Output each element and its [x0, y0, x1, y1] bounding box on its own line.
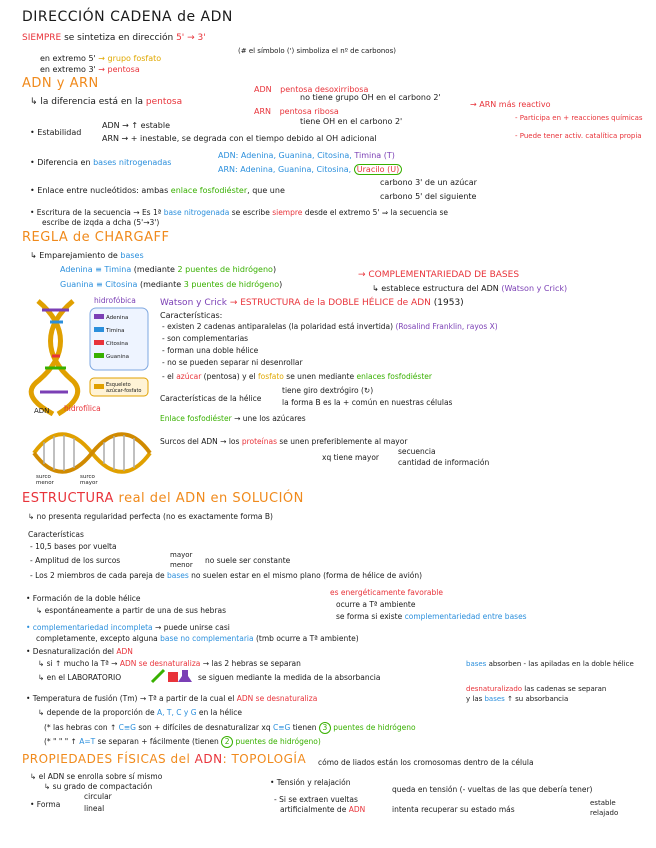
legend-citosina: Citosina — [106, 341, 129, 347]
dif-bases-line — [30, 158, 171, 168]
sintetiza-text: se sintetiza en dirección — [64, 33, 174, 43]
watson-line — [160, 298, 464, 308]
surcos2: se unen preferiblemente al mayor — [279, 437, 408, 446]
ocurre: ocurre a Tª ambiente — [336, 600, 416, 609]
arn-inestable: ARN → + inestable, se degrada con el tiempo debido al OH adicional — [102, 134, 377, 143]
hebras2: (* " " " ↑ — [44, 737, 77, 746]
r2: - Amplitud de los surcos — [30, 556, 121, 565]
uracilo: Uracilo (U) — [354, 164, 402, 175]
establece-line — [372, 284, 567, 294]
adenina-note: (mediante — [133, 265, 175, 274]
lineal: lineal — [84, 804, 105, 813]
lab-tools-icon — [150, 668, 194, 684]
adn-illus-label: ADN — [34, 407, 50, 415]
bases-word-2: bases — [484, 695, 505, 703]
une-azucares: → une los azúcares — [234, 414, 306, 423]
intenta: intenta recuperar su estado más — [392, 805, 515, 814]
menor: menor — [170, 561, 193, 569]
dna-grooves-illustration — [32, 428, 152, 478]
fisicas-a: PROPIEDADES FÍSICAS del — [22, 752, 191, 766]
legend-guanina: Guanina — [106, 354, 129, 360]
enlace-fosfo-line — [160, 414, 306, 424]
queda: queda en tensión (- vueltas de las que debería tener) — [392, 785, 593, 794]
artificial-line — [280, 805, 365, 815]
carbono5: carbono 5' del siguiente — [380, 192, 477, 201]
siempre-label: SIEMPRE — [22, 33, 62, 43]
arn-reactivo: → ARN más reactivo — [470, 100, 551, 109]
arn-bases-line — [218, 165, 402, 175]
actividad: - Puede tener activ. catalítica propia — [515, 132, 642, 140]
desnat-adn: ADN — [116, 647, 133, 656]
desnat: • Desnaturalización del — [26, 647, 114, 656]
hebras-sep: → las 2 hebras se separan — [202, 659, 301, 668]
estructura-rest: real del ADN en SOLUCIÓN — [118, 491, 304, 506]
se-forma-line — [336, 612, 527, 622]
at: A=T — [79, 737, 96, 746]
surco-menor: surco menor — [36, 474, 54, 486]
guanina-citosina: Guanina ≡ Citosina — [60, 280, 138, 289]
hebras1: (* las hebras con ↑ — [44, 723, 117, 732]
adn-desnat: ADN se desnaturaliza — [119, 659, 201, 668]
legend-timina: Timina — [106, 328, 125, 334]
fisicas-adn: ADN — [194, 752, 223, 766]
participa: - Participa en + reacciones químicas — [515, 114, 643, 122]
si-extraen: - Si se extraen vueltas — [274, 795, 358, 804]
estabilidad-label: • Estabilidad — [30, 128, 82, 137]
depende: ↳ depende de la proporción de — [38, 708, 155, 717]
desde: desde el extremo 5' ⇒ la secuencia se — [304, 208, 449, 217]
close-paren-2: ) — [279, 280, 283, 289]
r1: - 10,5 bases por vuelta — [30, 542, 117, 551]
cantidad: cantidad de información — [398, 458, 490, 467]
hebras2-line — [44, 736, 321, 748]
cg2: C≡G — [272, 723, 291, 732]
carac-5a: - el — [162, 372, 174, 381]
surco-mayor: surco mayor — [80, 474, 98, 486]
se-enrolla: ↳ el ADN se enrolla sobre sí mismo — [30, 772, 163, 781]
three-bridges: 3 puentes de hidrógeno — [183, 280, 280, 289]
atcg: A, T, C y G — [157, 708, 197, 717]
hebras1-line — [44, 722, 416, 734]
adn-bases: ADN: Adenina, Guanina, Citosina, — [218, 151, 352, 160]
legend-adenina: Adenina — [106, 315, 129, 321]
estable: estable — [590, 799, 616, 807]
adn-estable: ADN → ↑ estable — [102, 121, 171, 130]
artificial: artificialmente de — [280, 805, 347, 814]
enlace-line — [30, 186, 285, 196]
watson-crick: Watson y Crick — [160, 298, 227, 308]
r3-bases: bases — [166, 571, 189, 580]
desnat-lab-line — [466, 684, 606, 694]
no-constante: no suele ser constante — [205, 556, 291, 565]
complementariedad: → COMPLEMENTARIEDAD DE BASES — [358, 270, 520, 280]
forma: • Forma — [30, 800, 61, 809]
fosfato: fosfato — [257, 372, 284, 381]
escritura-intro: • Escritura de la secuencia → Es 1ª — [30, 208, 162, 217]
diferencia-line — [30, 97, 182, 107]
no-oh: no tiene grupo OH en el carbono 2' — [300, 93, 441, 102]
forma-b: la forma B es la + común en nuestras células — [282, 398, 453, 407]
temp: • Temperatura de fusión (Tm) → Tª a partir de la cual el — [26, 694, 235, 703]
cg: C≡G — [118, 723, 136, 732]
carbon-note: (# el símbolo (') simboliza el nº de carbonos) — [238, 47, 396, 55]
bases-mas-line — [466, 694, 568, 704]
enlace-fosfo2: Enlace fosfodiéster — [160, 414, 232, 423]
emparejamiento: ↳ Emparejamiento de — [30, 251, 118, 260]
fisicas-adn-2: ADN — [348, 805, 366, 814]
arn-pentosa-row — [254, 107, 339, 117]
fisicas-heading — [22, 754, 306, 764]
caracteristicas-label: Características: — [160, 311, 223, 320]
compl2: completamente, excepto alguna — [36, 634, 158, 643]
bases-abs-line — [466, 659, 634, 669]
adenina-line — [60, 265, 276, 275]
hidrofobica-label: hidrofóbica — [94, 296, 136, 305]
base-no: base no complementaria — [160, 634, 254, 643]
estructura-doble-helice: → ESTRUCTURA de la DOBLE HÉLICE de ADN — [229, 298, 431, 308]
desoxirribosa: pentosa desoxirribosa — [280, 85, 369, 94]
extremo5-line — [40, 54, 161, 64]
two-circled: 2 — [221, 736, 233, 748]
extremo5-value: → grupo fosfato — [98, 54, 162, 63]
emparejamiento-line — [30, 251, 144, 261]
energeticamente: es energéticamente favorable — [330, 588, 443, 597]
carac-1b: (Rosalind Franklin, rayos X) — [395, 322, 498, 331]
caract-helice: Características de la hélice — [160, 394, 262, 403]
carac-4: - no se pueden separar ni desenrollar — [162, 358, 303, 367]
r3a: - Los 2 miembros de cada pareja de — [30, 571, 165, 580]
se-forma: se forma si existe — [336, 612, 403, 621]
se-escribe: se escribe — [231, 208, 270, 217]
proteinas: proteínas — [241, 437, 277, 446]
r3b: no suelen estar en el mismo plano (forma de hélice de avión) — [191, 571, 423, 580]
carac-1-line — [162, 322, 498, 332]
giro: tiene giro dextrógiro (↻) — [282, 386, 374, 395]
compl-inc: • complementariedad incompleta — [26, 623, 153, 632]
estructura-word: ESTRUCTURA — [22, 491, 114, 506]
siempre2: siempre — [272, 208, 303, 217]
guanina-line — [60, 280, 282, 290]
carac-5c: se unen mediante — [286, 372, 355, 381]
su-abs: ↑ su absorbancia — [507, 695, 569, 703]
temp-line — [26, 694, 317, 704]
carac-1: - existen 2 cadenas antiparalelas (la polaridad está invertida) — [162, 322, 394, 331]
extremo3-value: → pentosa — [98, 65, 140, 74]
guanina-note: (mediante — [139, 280, 182, 289]
depende-line — [38, 708, 242, 718]
enlaces-fosfo: enlaces fosfodiéster — [356, 372, 432, 381]
circular: circular — [84, 792, 112, 801]
arn-bases: ARN: Adenina, Guanina, Citosina, — [218, 165, 352, 174]
hebras2b: se separan + fácilmente (tienen — [97, 737, 219, 746]
formacion: • Formación de la doble hélice — [26, 594, 141, 603]
lab: ↳ en el LABORATORIO — [38, 673, 122, 682]
si-mucho: ↳ si ↑ mucho la Tª → — [38, 659, 118, 668]
r3-line — [30, 571, 422, 581]
tienen: tienen — [292, 723, 317, 732]
page-title: DIRECCIÓN CADENA de ADN — [22, 9, 233, 25]
adn-label: ADN — [254, 85, 272, 94]
carac-3: - forman una doble hélice — [162, 346, 259, 355]
tension: • Tensión y relajación — [270, 778, 351, 787]
carac-2: - son complementarias — [162, 334, 249, 343]
en-helice: en la hélice — [198, 708, 242, 717]
three-circled: 3 — [319, 722, 331, 734]
caracteristicas-real: Características — [28, 530, 84, 539]
fisicas-b: : TOPOLOGÍA — [222, 752, 307, 766]
carac-5b: (pentosa) y el — [203, 372, 256, 381]
azucar: azúcar — [176, 372, 202, 381]
establece: ↳ establece estructura del ADN — [372, 284, 499, 293]
compl-inc-line — [26, 623, 230, 633]
ribosa: pentosa ribosa — [279, 107, 339, 116]
legend-esqueleto: Esqueleto azúcar-fosfato — [106, 382, 142, 394]
diferencia-text: ↳ la diferencia está en la — [30, 97, 144, 107]
secuencia: secuencia — [398, 447, 436, 456]
puede: → puede unirse casi — [155, 623, 230, 632]
extremo5-label: en extremo 5' — [40, 54, 96, 63]
hebras1b: son + difíciles de desnaturalizar xq — [138, 723, 271, 732]
two-bridges: 2 puentes de hidrógeno — [177, 265, 273, 274]
pentosa-word: pentosa — [145, 97, 183, 107]
desnat-lab: desnaturalizado — [466, 685, 523, 693]
adn-arn-heading: ADN y ARN — [22, 76, 99, 91]
extremo3-label: en extremo 3' — [40, 65, 96, 74]
como-liados: cómo de liados están los cromosomas dentro de la célula — [318, 758, 534, 767]
hidrofilica-label: hidrofílica — [64, 404, 101, 413]
adenina-timina: Adenina ≡ Timina — [60, 265, 132, 274]
mayor: mayor — [170, 551, 193, 559]
estructura-real-heading — [22, 491, 304, 506]
xq-tiene: xq tiene mayor — [322, 453, 379, 462]
escritura-line — [30, 208, 448, 218]
close-paren-1: ) — [272, 265, 277, 274]
compl-bases: complementariedad entre bases — [404, 612, 527, 621]
puentes2: puentes de hidrógeno) — [235, 737, 321, 746]
carac-5-line — [162, 372, 432, 382]
base-nitro: base nitrogenada — [163, 208, 230, 217]
puentes3: puentes de hidrógeno — [333, 723, 416, 732]
no-regularidad: ↳ no presenta regularidad perfecta (no es exactamente forma B) — [28, 512, 273, 521]
enlace-que-une: , que une — [247, 186, 285, 195]
enlace-fosfo: enlace fosfodiéster — [170, 186, 248, 195]
absorben: absorben - las apiladas en la doble hélice — [488, 660, 634, 668]
espontanea: ↳ espontáneamente a partir de una de sus hebras — [36, 606, 226, 615]
dna-helix-illustration — [28, 296, 153, 416]
surcos-line — [160, 437, 407, 447]
se-siguen: se siguen mediante la medida de la absorbancia — [198, 673, 381, 682]
adn-bases-line — [218, 151, 395, 161]
direction-line — [22, 33, 206, 43]
extremo3-line — [40, 65, 140, 75]
arn-label: ARN — [254, 107, 272, 116]
bases-nitro: bases nitrogenadas — [93, 158, 172, 167]
tmb: (tmb ocurre a Tª ambiente) — [256, 634, 359, 643]
dif-bases-label: • Diferencia en — [30, 158, 91, 167]
desnat-lab2: las cadenas se separan — [524, 685, 607, 693]
bases-abs: bases — [466, 660, 487, 668]
grado: ↳ su grado de compactación — [44, 782, 153, 791]
bases-mas: y las — [466, 695, 483, 703]
desnat-line — [26, 647, 133, 657]
enlace-intro: • Enlace entre nucleótidos: ambas — [30, 186, 169, 195]
watson-crick-paren: (Watson y Crick) — [501, 284, 568, 293]
timina: Timina (T) — [354, 151, 395, 160]
carbono3: carbono 3' de un azúcar — [380, 178, 477, 187]
si-oh: tiene OH en el carbono 2' — [300, 117, 403, 126]
relajado: relajado — [590, 809, 619, 817]
compl2-line — [36, 634, 359, 644]
year: (1953) — [433, 298, 464, 308]
chargaff-heading: REGLA de CHARGAFF — [22, 230, 170, 245]
surcos: Surcos del ADN → los — [160, 437, 240, 446]
direction-arrow: 5' → 3' — [176, 33, 206, 43]
bases-word: bases — [120, 251, 144, 260]
adn-desnat2: ADN se desnaturaliza — [236, 694, 318, 703]
escritura2: escribe de izqda a dcha (5'→3') — [42, 218, 160, 227]
